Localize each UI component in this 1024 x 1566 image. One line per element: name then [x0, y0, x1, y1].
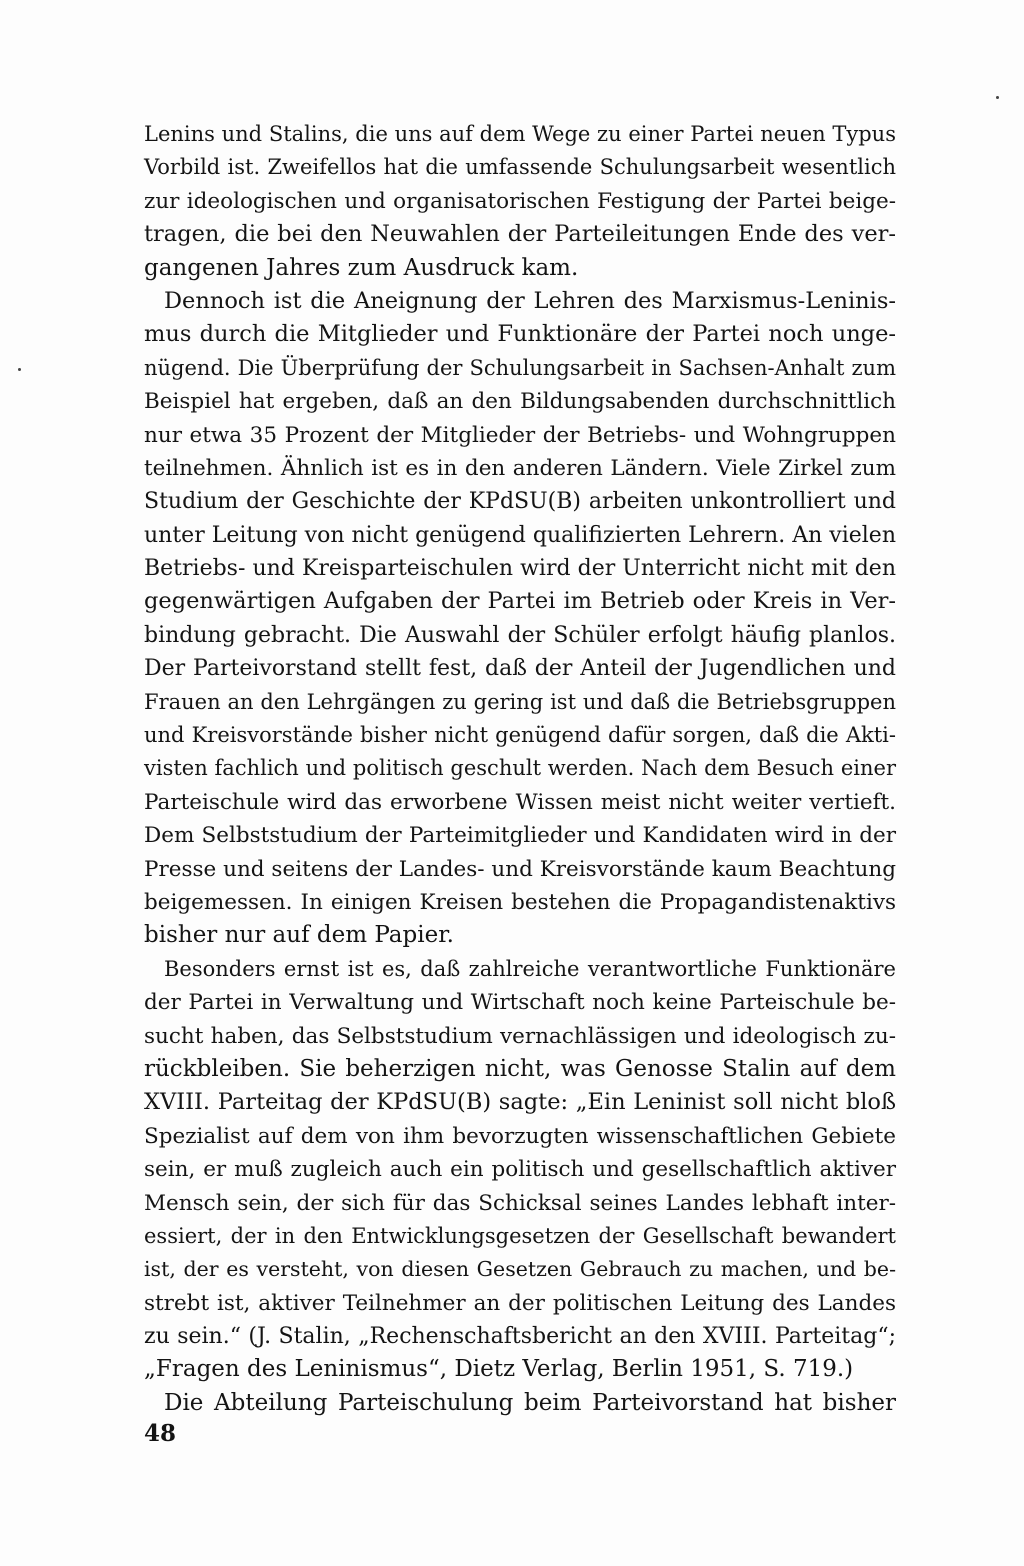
- text-line: Der Parteivorstand stellt fest, daß der Anteil der Jugendlichen und: [144, 656, 896, 682]
- scan-speck: [996, 96, 999, 99]
- text-line: mus durch die Mitglieder und Funktionäre der Partei noch unge-: [144, 321, 896, 348]
- text-line: strebt ist, aktiver Teilnehmer an der politischen Leitung des Landes: [144, 1290, 896, 1316]
- text-line: gangenen Jahres zum Ausdruck kam.: [144, 254, 579, 281]
- text-line: rückbleiben. Sie beherzigen nicht, was Genosse Stalin auf dem: [144, 1055, 896, 1082]
- text-line: sucht haben, das Selbststudium vernachlässigen und ideologisch zu-: [144, 1023, 896, 1049]
- text-line: visten fachlich und politisch geschult werden. Nach dem Besuch einer: [144, 756, 896, 781]
- text-line: Die Abteilung Parteischulung beim Parteivorstand hat bisher: [164, 1389, 896, 1416]
- text-line: XVIII. Parteitag der KPdSU(B) sagte: „Ein Leninist soll nicht bloß: [144, 1089, 896, 1116]
- text-line: teilnehmen. Ähnlich ist es in den anderen Ländern. Viele Zirkel zum: [144, 455, 896, 481]
- text-line: unter Leitung von nicht genügend qualifizierten Lehrern. An vielen: [144, 522, 896, 548]
- text-line: Studium der Geschichte der KPdSU(B) arbeiten unkontrolliert und: [144, 489, 896, 515]
- text-line: und Kreisvorstände bisher nicht genügend dafür sorgen, daß die Akti-: [144, 723, 896, 748]
- page-number: 48: [144, 1420, 177, 1447]
- text-line: Vorbild ist. Zweifellos hat die umfassende Schulungsarbeit wesentlich: [144, 155, 896, 180]
- text-line: sein, er muß zugleich auch ein politisch und gesellschaftlich aktiver: [144, 1157, 896, 1183]
- text-line: Beispiel hat ergeben, daß an den Bildungsabenden durchschnittlich: [144, 389, 896, 415]
- scan-speck: [18, 368, 21, 371]
- text-line: Spezialist auf dem von ihm bevorzugten wissenschaftlichen Gebiete: [144, 1123, 896, 1149]
- text-line: bisher nur auf dem Papier.: [144, 922, 454, 949]
- text-line: zu sein.“ (J. Stalin, „Rechenschaftsbericht an den XVIII. Parteitag“;: [144, 1324, 896, 1350]
- text-line: zur ideologischen und organisatorischen Festigung der Partei beige-: [144, 188, 896, 214]
- text-line: Presse und seitens der Landes- und Kreisvorstände kaum Beachtung: [144, 856, 896, 882]
- text-line: tragen, die bei den Neuwahlen der Parteileitungen Ende des ver-: [144, 221, 896, 248]
- text-line: ist, der es versteht, von diesen Gesetzen Gebrauch zu machen, und be-: [144, 1257, 896, 1282]
- text-line: essiert, der in den Entwicklungsgesetzen der Gesellschaft bewandert: [144, 1223, 896, 1248]
- body-text: [144, 118, 896, 1420]
- text-line: der Partei in Verwaltung und Wirtschaft noch keine Parteischule be-: [144, 990, 896, 1016]
- text-line: beigemessen. In einigen Kreisen bestehen die Propagandistenaktivs: [144, 889, 896, 915]
- text-line: bindung gebracht. Die Auswahl der Schüler erfolgt häufig planlos.: [144, 622, 896, 648]
- text-line: nügend. Die Überprüfung der Schulungsarbeit in Sachsen-Anhalt zum: [144, 355, 896, 380]
- text-line: Betriebs- und Kreisparteischulen wird der Unterricht nicht mit den: [144, 556, 896, 582]
- text-line: Parteischule wird das erworbene Wissen meist nicht weiter vertieft.: [144, 789, 896, 815]
- text-line: Dem Selbststudium der Parteimitglieder und Kandidaten wird in der: [144, 823, 896, 849]
- text-line: Besonders ernst ist es, daß zahlreiche verantwortliche Funktionäre: [164, 956, 896, 981]
- text-line: Mensch sein, der sich für das Schicksal seines Landes lebhaft inter-: [144, 1190, 896, 1216]
- text-line: gegenwärtigen Aufgaben der Partei im Betrieb oder Kreis in Ver-: [144, 588, 896, 615]
- text-line: Dennoch ist die Aneignung der Lehren des Marxismus-Leninis-: [164, 287, 896, 314]
- text-line: Lenins und Stalins, die uns auf dem Wege zu einer Partei neuen Typus: [144, 122, 896, 146]
- text-line: „Fragen des Leninismus“, Dietz Verlag, Berlin 1951, S. 719.): [144, 1356, 854, 1383]
- text-line: nur etwa 35 Prozent der Mitglieder der Betriebs- und Wohngruppen: [144, 422, 896, 448]
- text-line: Frauen an den Lehrgängen zu gering ist und daß die Betriebsgruppen: [144, 689, 896, 714]
